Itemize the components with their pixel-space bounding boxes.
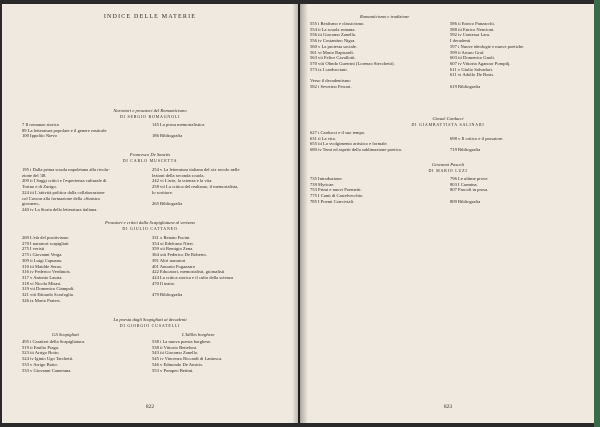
toc-entry: 316 iv Federico Verdinois. <box>22 269 71 275</box>
toc-entry: 545 iv Vincenzo Riccardi di Lantosca. <box>152 356 223 362</box>
toc-entry: 424 La critica storica e il culto della scienza <box>152 274 233 280</box>
index-title: INDICE DELLE MATERIE <box>103 14 197 20</box>
right-page <box>300 4 596 423</box>
toc-entry: 599 ii Arturo Graf. <box>450 49 485 55</box>
toc-entry: 807 Pascoli in prosa. <box>450 187 489 193</box>
toc-entry: 195 i Dalla prima scuola napoletana alla rivolu- <box>22 167 110 172</box>
toc-column-right <box>152 235 233 298</box>
toc-column-right <box>152 339 222 373</box>
toc-entry: 556 iv Costantino Nigra. <box>310 38 356 44</box>
toc-entry: 7 Il romanzo storico <box>22 122 60 127</box>
section-heading: Giovanni Pascoli <box>431 162 465 167</box>
toc-entry: 317 v Antonio Lauria. <box>22 274 63 280</box>
toc-entry: Torino e di Zurigo. <box>22 184 57 190</box>
toc-entry: 519 ii Emilio Praga. <box>22 344 60 350</box>
toc-entry: 310 iii Matilde Serao. <box>22 263 63 269</box>
section-heading: Prosatori e critici dalla Scapigliatura al verismo <box>105 220 195 225</box>
toc-entry: 796 Le ultime prove. <box>450 176 489 181</box>
left-page <box>2 4 298 423</box>
toc-entry: 627 i Carducci e il suo tempo. <box>310 130 366 135</box>
toc-entry: 803 I Carmina. <box>450 181 478 187</box>
toc-entry: 556 iii Giacomo Zanella. <box>310 32 356 38</box>
toc-entry: 275 I veristi <box>22 246 45 252</box>
section-author: DI GIULIO CATTANEO <box>122 226 178 231</box>
toc-entry: 319 vii Domenico Ciampoli. <box>22 286 75 292</box>
toc-entry: 533 v Giovanni Camerana. <box>22 367 72 373</box>
subsection-heading: Gli Scapigliati <box>52 332 79 337</box>
page-number: 823 <box>443 404 453 410</box>
toc-entry: giovane». <box>22 201 40 207</box>
toc-entry: 586 ii Enrico Panzacchi. <box>450 21 495 26</box>
toc-entry: 533 v Arrigo Boito. <box>22 361 58 367</box>
toc-entry: 354 xi Ildefonso Nieri. <box>152 240 194 246</box>
toc-entry: 655 iii Lo svolgimento artistico e formale. <box>310 141 388 147</box>
toc-entry: 145 La prosa memorialistica <box>152 122 205 127</box>
toc-entry: 611 v Giulio Salvadori. <box>450 66 493 72</box>
toc-entry: 735 Introduzione. <box>310 176 343 181</box>
toc-entry: 553 v Pompeo Bettini. <box>152 367 194 373</box>
toc-column-right <box>450 130 503 153</box>
toc-entry: zione del '48. <box>22 172 47 178</box>
toc-entry: 785 I Poemi Conviviali. <box>310 198 355 204</box>
section-author: DI SERGIO ROMAGNOLI <box>119 114 181 119</box>
toc-entry: 554 ii La scuola romana. <box>310 26 356 32</box>
subsection-heading: L'Idillio borghese <box>182 332 215 337</box>
toc-entry: 698 v Il critico e il prosatore. <box>450 135 504 141</box>
toc-entry: 561 vi Mario Rapisardi. <box>310 49 354 55</box>
book-cover-edge <box>594 0 600 427</box>
toc-entry: I decadenti <box>450 38 471 44</box>
toc-entry: 680 iv Temi ed aspetti della sublimazione poetica. <box>310 147 402 153</box>
toc-entry: 524 iv Iginio Ugo Tarchetti. <box>22 356 74 362</box>
toc-entry: 809 Bibliografia <box>450 198 481 204</box>
toc-entry: 359 xii Remigio Zena. <box>152 246 194 252</box>
toc-entry: 523 iii Arrigo Boito. <box>22 350 60 356</box>
toc-column-left <box>310 21 395 89</box>
toc-entry: 100 Ippolito Nievo <box>22 133 57 139</box>
toc-entry: 265 Bibliografia <box>152 201 183 207</box>
toc-entry: 209 ii I Saggi critici e l'esperienza culturale di <box>22 178 107 184</box>
toc-entry: lezioni della seconda scuola. <box>152 172 205 178</box>
toc-entry: 495 i Caratteri della Scapigliatura. <box>22 339 86 344</box>
book-gutter <box>292 4 308 423</box>
section-heading: Francesco De Sanctis <box>129 152 171 157</box>
toc-entry: 775 I Canti di Castelvecchio. <box>310 193 364 199</box>
toc-entry: 592 iv Contessa Lara. <box>450 32 491 38</box>
toc-column-right <box>152 122 204 139</box>
toc-entry: 186 Bibliografia <box>152 133 183 139</box>
toc-entry: 254 v La letteratura italiana del xix secolo nelle <box>152 167 240 172</box>
toc-column-left <box>22 235 75 303</box>
toc-entry: 739 Myricae. <box>310 181 335 187</box>
section-author: DI GIAMBATTISTA SALINARI <box>411 122 485 127</box>
toc-entry: 570 viii Olindo Guerrini (Lorenzo Stecchetti). <box>310 60 395 66</box>
toc-entry: 331 x Renato Fucini. <box>152 235 191 240</box>
toc-entry: 479 Bibliografia <box>152 292 183 298</box>
toc-entry: 560 v La protesta sociale. <box>310 43 358 49</box>
toc-entry: 719 Bibliografia <box>450 147 481 153</box>
toc-entry: 391 Altri narratori <box>152 257 186 263</box>
toc-column-right <box>450 21 524 89</box>
toc-entry: col Cavour alla formazione della «Sinistra <box>22 195 100 201</box>
toc-entry: 258 vii La critica del realismo, il memorialista, <box>152 184 239 190</box>
toc-entry: 401 Antonio Fogazzaro <box>152 263 196 269</box>
toc-entry: 611 vi Adolfo De Bosis. <box>450 72 495 78</box>
toc-entry: 543 iii Giacomo Zanella. <box>152 350 198 356</box>
toc-entry: 619 Bibliografia <box>450 83 481 89</box>
toc-entry: 224 iii L'attività politica dalla collaborazione <box>22 189 105 195</box>
section-author: DI CARLO MUSCETTA <box>122 158 178 163</box>
toc-column-left <box>22 339 85 373</box>
toc-column-left <box>22 167 110 213</box>
toc-column-left <box>22 122 107 139</box>
toc-entry: 364 xiii Federico De Roberto. <box>152 252 207 258</box>
toc-entry: 321 viii Edoardo Scarfoglio. <box>22 292 75 298</box>
toc-entry: 588 iii Enrico Nencioni. <box>450 26 495 32</box>
toc-entry: 318 vi Nicola Misasi. <box>22 280 62 286</box>
toc-entry: 470 Il teatro <box>152 280 175 286</box>
toc-entry: 422 Educatori, memorialisti, giornalisti <box>152 269 225 275</box>
toc-entry: 240 iv La Storia della letteratura italiana. <box>22 206 98 212</box>
toc-entry: 582 i Severino Ferrari. <box>310 83 352 89</box>
section-author: DI MARIO LUZI <box>428 168 468 173</box>
section-heading: Giosuè Carducci <box>432 116 464 121</box>
toc-column-right <box>450 176 489 205</box>
toc-entry: 546 v Edmondo De Amicis. <box>152 361 204 367</box>
toc-entry: Verso il decadentismo <box>310 78 351 84</box>
toc-entry: 631 ii La vita. <box>310 135 336 141</box>
toc-entry: 309 ii Luigi Capuana. <box>22 257 63 263</box>
toc-entry: 270 I narratori scapigliati <box>22 240 69 246</box>
toc-entry: 555 i Realismo e classicismo. <box>310 21 365 26</box>
toc-entry: 563 vii Felice Cavallotti. <box>310 55 356 61</box>
toc-entry: 607 iv Vittoria Aganoor Pompilj. <box>450 60 511 66</box>
toc-entry: 269 L'età del positivismo <box>22 235 69 240</box>
section-author: DI GIORGIO CUSATELLI <box>119 323 181 328</box>
section-heading: Narratori e prosatori del Romanticismo <box>113 108 187 113</box>
page-number: 822 <box>145 404 155 410</box>
toc-entry: 89 La letteratura popolare e il genere rusticale <box>22 127 107 133</box>
toc-column-right <box>152 167 240 207</box>
toc-entry: 275 i Giovanni Verga. <box>22 252 63 258</box>
toc-entry: lo scrittore. <box>152 189 173 195</box>
toc-entry: 242 vi L'arte, la scienza e la vita. <box>152 178 213 184</box>
toc-entry: 753 Primi e nuovi Poemetti. <box>310 187 362 193</box>
toc-entry: 573 ix I carducciani. <box>310 66 348 72</box>
section-heading: Romanticismo e tradizione <box>360 14 410 19</box>
toc-entry: 326 ix Mario Pratesi. <box>22 297 61 303</box>
toc-column-left <box>310 176 363 205</box>
section-heading: La poesia dagli Scapigliati ai decadenti <box>113 317 187 322</box>
toc-column-left <box>310 130 402 153</box>
toc-entry: 538 ii Vittorio Betteloni. <box>152 344 198 350</box>
toc-entry: 538 i La nuova poesia borghese. <box>152 339 212 344</box>
toc-entry: 603 iii Domenico Gnoli. <box>450 55 495 61</box>
toc-entry: 597 i Nuove ideologie e nuove poetiche. <box>450 43 525 49</box>
